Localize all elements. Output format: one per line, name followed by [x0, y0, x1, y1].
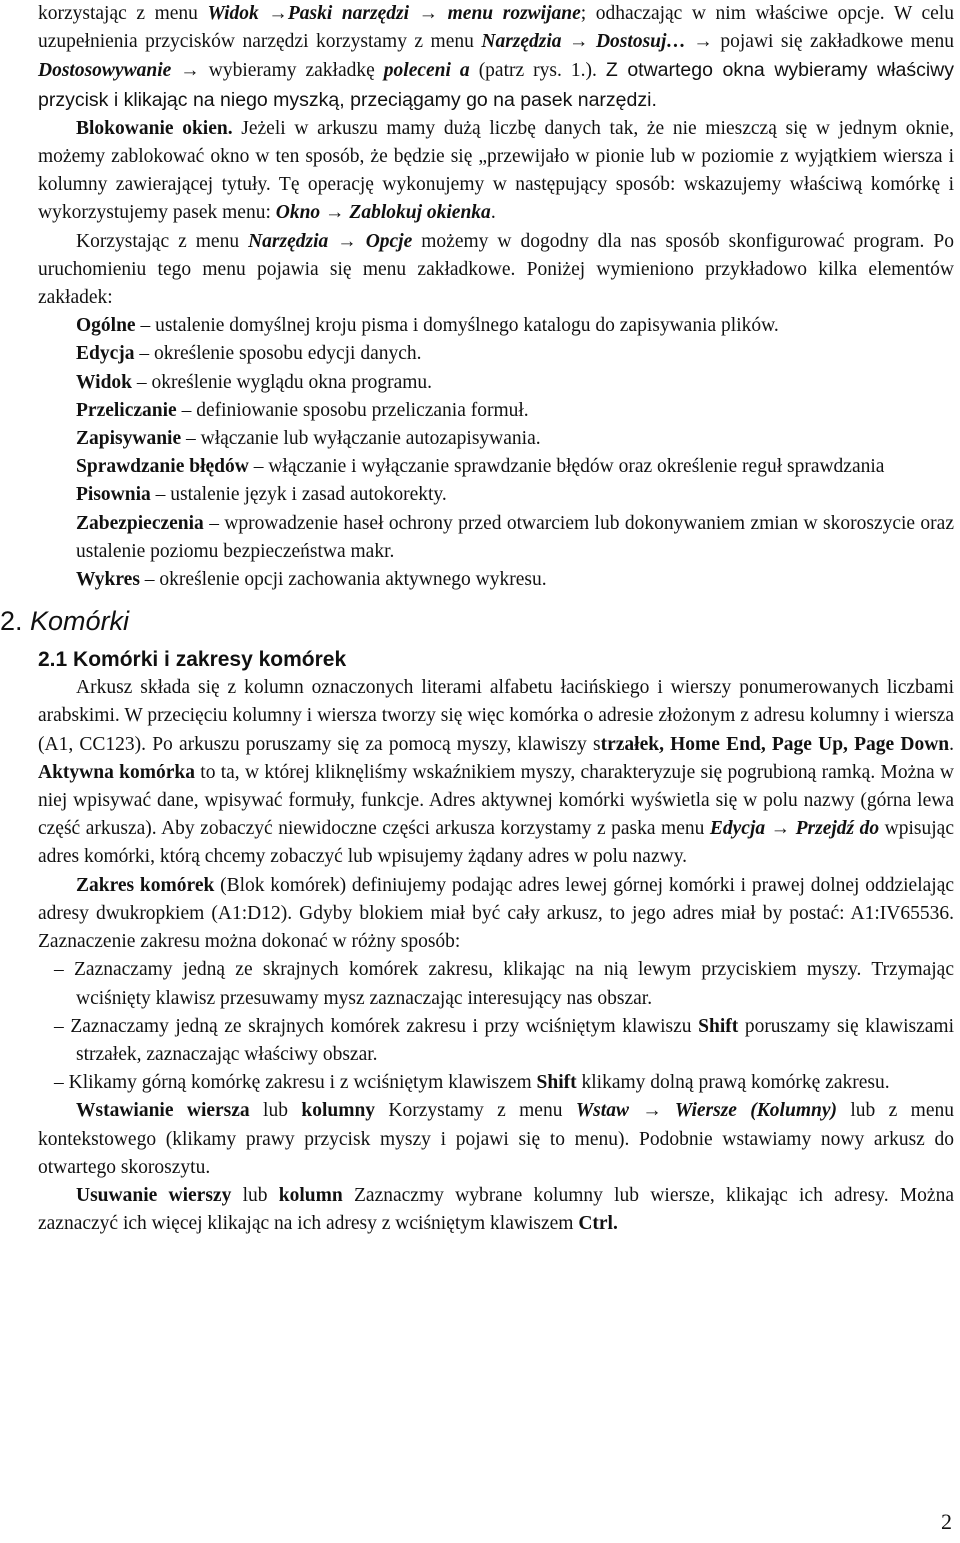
list-item [0, 1069, 960, 1097]
text: Arkusz składa się z kolumn oznaczonych literami alfabetu łacińskiego i wierszy ponumerowanych liczbami arabskimi. W przecięciu kolumny i wiersza tworzy się więc komórka o adresie złożonym z adresu kolumny i wiersza (A1, CC123). Po arkuszu poruszamy się za pomocą myszy, klawiszy s [38, 677, 954, 755]
key-name: Shift [536, 1072, 577, 1094]
subsection-heading: 2.1 Komórki i zakresy komórek [38, 648, 347, 672]
text: poruszamy się klawiszami strzałek, zaznaczając właściwy obszar. [76, 1015, 954, 1065]
text: możemy w dogodny dla nas sposób skonfigurować program. Po uruchomieniu tego menu pojawia się menu zakładkowe. Poniżej wymieniono przykładowo kilka elementów zakładek: [38, 230, 955, 309]
tab-item [0, 397, 960, 425]
tab-item [0, 510, 960, 566]
text: lub z menu kontekstowego (klikamy prawy przycisk myszy i pojawi się to menu). Podobnie wstawiamy nowy arkusz do otwartego skoroszytu. [38, 1100, 955, 1178]
options-paragraph [0, 228, 960, 313]
insert-paragraph [0, 1097, 960, 1182]
text: wpisując adres komórki, którą chcemy zobaczyć lub wpisujemy żądany adres w polu nazwy. [38, 818, 954, 868]
list-item [0, 956, 960, 1012]
menu-path: Narzędzia → Dostosuj… [481, 31, 686, 53]
text: korzystając z menu [38, 3, 208, 24]
text: to ta, w której kliknęliśmy wskaźnikiem myszy, charakteryzuje się pogrubioną ramką. Można w niej wpisywać dane, wpisywać formuły, funkcje. Adres aktywnej komórki wyświetla się w polu nazwy (górna lewa część arkusza). Aby zobaczyć niewidoczne części arkusza korzystamy z paska menu [38, 761, 955, 840]
tab-desc: – ustalenie domyślnej kroju pisma i domyślnego katalogu do zapisywania plików. [135, 315, 779, 337]
tab-desc: – włączanie lub wyłączanie autozapisywania. [181, 428, 541, 450]
tab-item [0, 566, 960, 594]
text: – Klikamy górną komórkę zakresu i z wciśniętym klawiszem [54, 1072, 537, 1094]
paragraph-title: Blokowanie okien. [76, 117, 233, 139]
text: lub [249, 1100, 302, 1122]
text: → wybieramy zakładkę [171, 60, 384, 82]
tab-item [0, 312, 960, 340]
menu-path: poleceni a [383, 60, 470, 82]
tab-desc: – wprowadzenie haseł ochrony przed otwarciem lub dokonywaniem zmian w skoroszycie oraz ustalenie poziomu bezpieczeństwa makr. [76, 512, 954, 562]
section-heading [0, 604, 960, 638]
tab-desc: – definiowanie sposobu przeliczania formuł. [176, 399, 529, 421]
menu-path: Narzędzia → Opcje [248, 230, 413, 252]
section-number: 2. [0, 606, 23, 637]
text: (Blok komórek) definiujemy podając adres lewej górnej komórki i prawej dolnej oddzielając adresy dwukropkiem (A1:D12). Gdyby blokiem miał być cały arkusz, to jego adres miał by postać: A1:IV65536. Zaznaczenie zakresu można dokonać w różny sposób: [38, 874, 955, 953]
tab-name: Zabezpieczenia [76, 512, 204, 534]
text: . [949, 733, 954, 755]
delete-paragraph [0, 1182, 960, 1238]
text: – Zaznaczamy jedną ze skrajnych komórek zakresu i przy wciśniętym klawiszu [54, 1015, 699, 1037]
keys-text: trzałek, Home End, Page Up, Page Down [600, 733, 950, 755]
paragraph-title: kolumn [278, 1184, 343, 1206]
tab-desc: – ustalenie język i zasad autokorekty. [150, 484, 447, 506]
text: Zaznaczmy wybrane kolumny lub wiersze, klikając ich adresy. Można zaznaczyć ich więcej klikając na ich adresy z wciśniętym klawiszem [38, 1184, 954, 1235]
text: (patrz rys. 1.). [469, 60, 606, 82]
page-number: 2 [941, 1509, 952, 1534]
tab-item [0, 481, 960, 509]
intro-paragraph [0, 0, 960, 115]
text: Korzystając z menu [76, 230, 249, 252]
tab-name: Sprawdzanie błędów [76, 456, 249, 478]
text: ; odhaczając w nim właściwe opcje. W celu uzupełnienia przycisków narzędzi korzystamy z menu [38, 3, 954, 53]
range-paragraph [0, 872, 960, 957]
menu-path: Edycja → Przejdź do [709, 818, 880, 840]
tab-desc: – określenie opcji zachowania aktywnego wykresu. [139, 569, 547, 591]
menu-path: Widok →Paski narzędzi → menu rozwijane [207, 3, 581, 24]
blocking-paragraph [0, 115, 960, 228]
text: Jeżeli w arkuszu mamy dużą liczbę danych tak, że nie mieszczą się w jednym oknie, możemy zablokować okno w ten sposób, że będzie się „przewijało w pionie lub w poziomie z wyjątkiem wiersza i kolumny zawierającej tytuły. Tę operację wykonujemy w następujący sposób: wskazujemy właściwą komórkę i wykorzystujemy pasek menu: [38, 117, 954, 224]
menu-path: Okno → Zablokuj okienka [275, 202, 491, 224]
cells-paragraph [0, 674, 960, 871]
key-name: Ctrl. [578, 1213, 618, 1235]
tab-item [0, 453, 960, 481]
tab-item [0, 369, 960, 397]
tab-item [0, 340, 960, 368]
tab-name: Widok [76, 371, 133, 393]
text: – Zaznaczamy jedną ze skrajnych komórek zakresu, klikając na nią lewym przyciskiem myszy. Trzymając wciśnięty klawisz przesuwamy mysz zaznaczając interesujący nas obszar. [54, 959, 954, 1009]
list-item [0, 1013, 960, 1069]
menu-path: Wstaw → Wiersze (Kolumny) [575, 1100, 837, 1122]
tab-name: Pisownia [76, 484, 151, 506]
paragraph-title: kolumny [301, 1100, 376, 1122]
tab-desc: – określenie sposobu edycji danych. [134, 343, 422, 365]
tab-name: Przeliczanie [76, 399, 177, 421]
term: Aktywna komórka [38, 761, 195, 783]
text: Korzystamy z menu [375, 1100, 576, 1122]
text: lub [231, 1184, 279, 1206]
tab-name: Ogólne [76, 315, 136, 337]
paragraph-title: Zakres komórek [76, 874, 215, 896]
paragraph-title: Usuwanie wierszy [76, 1184, 232, 1206]
menu-path: Dostosowywanie [38, 60, 172, 82]
text: klikamy dolną prawą komórkę zakresu. [576, 1072, 890, 1094]
tab-name: Wykres [76, 569, 140, 591]
tab-desc: – określenie wyglądu okna programu. [132, 371, 433, 393]
text: → pojawi się zakładkowe menu [685, 31, 954, 53]
tab-item [0, 425, 960, 453]
text: Z otwartego okna wybieramy właściwy przycisk i klikając na niego myszką, przeciągamy go na pasek narzędzi. [38, 59, 954, 111]
key-name: Shift [698, 1015, 739, 1037]
text: . [490, 202, 496, 224]
section-title: Komórki [22, 606, 130, 637]
paragraph-title: Wstawianie wiersza [76, 1100, 250, 1122]
tab-name: Zapisywanie [76, 428, 182, 450]
tab-name: Edycja [76, 343, 135, 365]
tab-desc: – włączanie i wyłączanie sprawdzanie błędów oraz określenie reguł sprawdzania [248, 456, 885, 478]
